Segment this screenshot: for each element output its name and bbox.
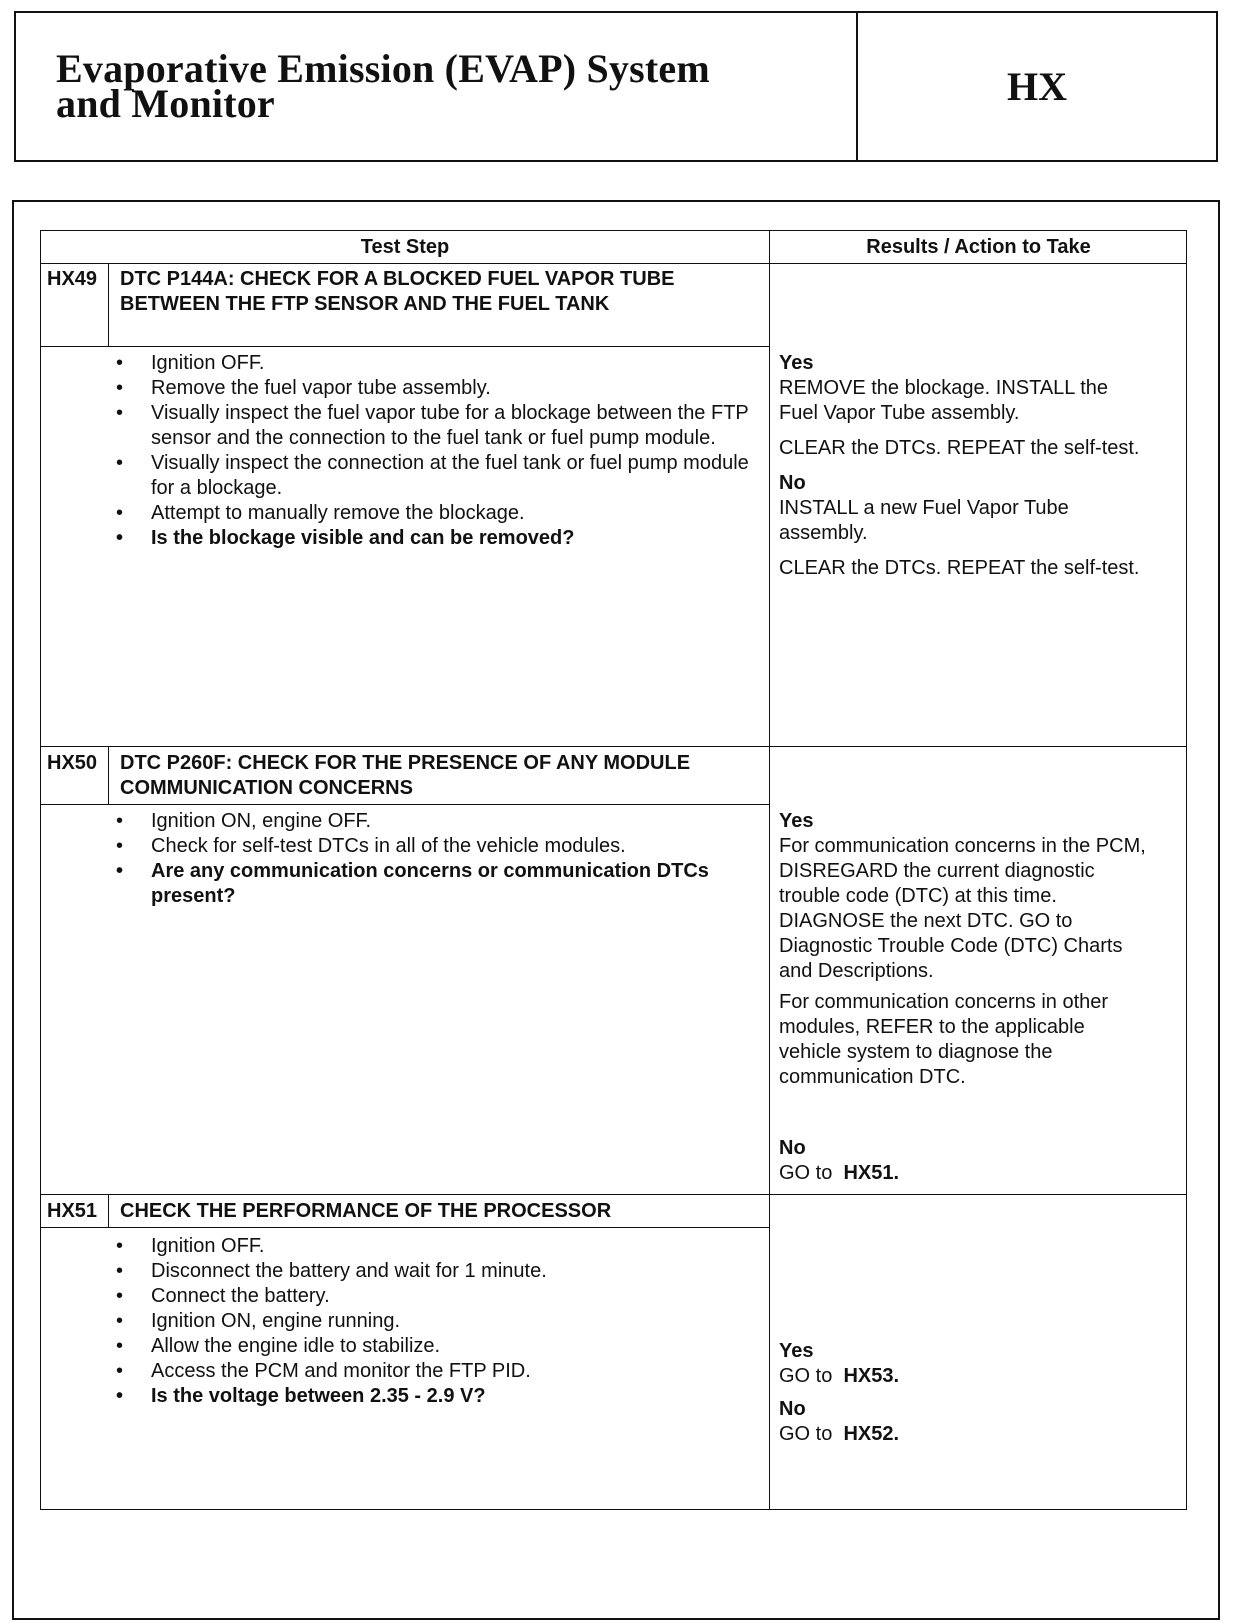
- checklist-item: • Ignition OFF.: [116, 1234, 756, 1259]
- checklist-item: • Visually inspect the fuel vapor tube for a blockage between the FTP sensor and the connection to the fuel tank or fuel pump module.: [116, 401, 756, 451]
- checklist-item: • Allow the engine idle to stabilize.: [116, 1334, 756, 1359]
- yes-action-ref: HX53.: [843, 1365, 900, 1387]
- checklist-question: • Is the blockage visible and can be removed?: [116, 526, 756, 551]
- page-title: [56, 46, 836, 126]
- no-action: [779, 1161, 1149, 1186]
- step-divider: [41, 746, 1186, 747]
- yes-label: Yes: [779, 810, 814, 832]
- yes-action: REMOVE the blockage. INSTALL the Fuel Vapor Tube assembly.: [779, 377, 1109, 424]
- header-row-divider: [41, 263, 1186, 264]
- page-title-line-1: Evaporative Emission (EVAP) System: [56, 46, 710, 91]
- yes-label: Yes: [779, 1340, 814, 1362]
- step-title: DTC P260F: CHECK FOR THE PRESENCE OF ANY MODULE COMMUNICATION CONCERNS: [120, 752, 691, 799]
- column-header-results: Results / Action to Take: [866, 236, 1091, 258]
- step-id: HX50: [47, 752, 98, 774]
- yes-action-text: GO to: [779, 1365, 833, 1387]
- yes-action: For communication concerns in the PCM, DISREGARD the current diagnostic trouble code (DTC) at this time. DIAGNOSE the next DTC. GO to Diagnostic Trouble Code (DTC) Charts and Descriptions.: [779, 835, 1146, 982]
- step-id-divider: [108, 263, 109, 347]
- checklist-question: • Is the voltage between 2.35 - 2.9 V?: [116, 1384, 756, 1409]
- step-checklist: [116, 1234, 756, 1409]
- checklist-item: • Remove the fuel vapor tube assembly.: [116, 376, 756, 401]
- no-label: No: [779, 1137, 806, 1159]
- step-results: [779, 809, 1149, 1090]
- checklist-item: • Attempt to manually remove the blockage.: [116, 501, 756, 526]
- step-title: DTC P144A: CHECK FOR A BLOCKED FUEL VAPOR TUBE BETWEEN THE FTP SENSOR AND THE FUEL TANK: [120, 268, 675, 315]
- step-checklist: [116, 809, 756, 909]
- no-action: INSTALL a new Fuel Vapor Tube assembly.: [779, 497, 1069, 544]
- column-header-test-step: Test Step: [360, 236, 450, 258]
- checklist-item: • Check for self-test DTCs in all of the vehicle modules.: [116, 834, 756, 859]
- step-results-no: [779, 1136, 1149, 1186]
- checklist-item: • Disconnect the battery and wait for 1 minute.: [116, 1259, 756, 1284]
- checklist-item: • Ignition ON, engine running.: [116, 1309, 756, 1334]
- no-action: CLEAR the DTCs. REPEAT the self-test.: [779, 557, 1140, 579]
- step-title-divider: [41, 804, 769, 805]
- yes-label: Yes: [779, 352, 814, 374]
- checklist-item: • Ignition OFF.: [116, 351, 756, 376]
- no-action-ref: HX52.: [843, 1423, 900, 1445]
- column-divider: [769, 231, 770, 1509]
- step-id-divider: [108, 746, 109, 804]
- checklist-question: • Are any communication concerns or communication DTCs present?: [116, 859, 756, 909]
- no-action: [779, 1422, 1149, 1447]
- no-label: No: [779, 1398, 806, 1420]
- diagnostic-table: [40, 230, 1187, 1510]
- step-results: [779, 1339, 1149, 1447]
- step-id-divider: [108, 1194, 109, 1227]
- step-checklist: [116, 351, 756, 551]
- page-header: [14, 11, 1218, 162]
- checklist-item: • Visually inspect the connection at the fuel tank or fuel pump module for a blockage.: [116, 451, 756, 501]
- step-divider: [41, 1194, 1186, 1195]
- no-label: No: [779, 472, 806, 494]
- step-title: CHECK THE PERFORMANCE OF THE PROCESSOR: [120, 1200, 612, 1222]
- page-title-line-2: and Monitor: [56, 81, 275, 126]
- section-code: HX: [1007, 64, 1067, 109]
- step-title-divider: [41, 1227, 769, 1228]
- yes-action: [779, 1364, 1149, 1389]
- step-title-divider: [41, 346, 769, 347]
- yes-action: For communication concerns in other modules, REFER to the applicable vehicle system to diagnose the communication DTC.: [779, 991, 1109, 1088]
- no-action-ref: HX51.: [843, 1162, 900, 1184]
- checklist-item: • Ignition ON, engine OFF.: [116, 809, 756, 834]
- yes-action: CLEAR the DTCs. REPEAT the self-test.: [779, 437, 1140, 459]
- checklist-item: • Access the PCM and monitor the FTP PID.: [116, 1359, 756, 1384]
- no-action-text: GO to: [779, 1423, 833, 1445]
- no-action-text: GO to: [779, 1162, 833, 1184]
- step-results: [779, 351, 1149, 581]
- step-id: HX49: [47, 268, 98, 290]
- step-id: HX51: [47, 1200, 98, 1222]
- checklist-item: • Connect the battery.: [116, 1284, 756, 1309]
